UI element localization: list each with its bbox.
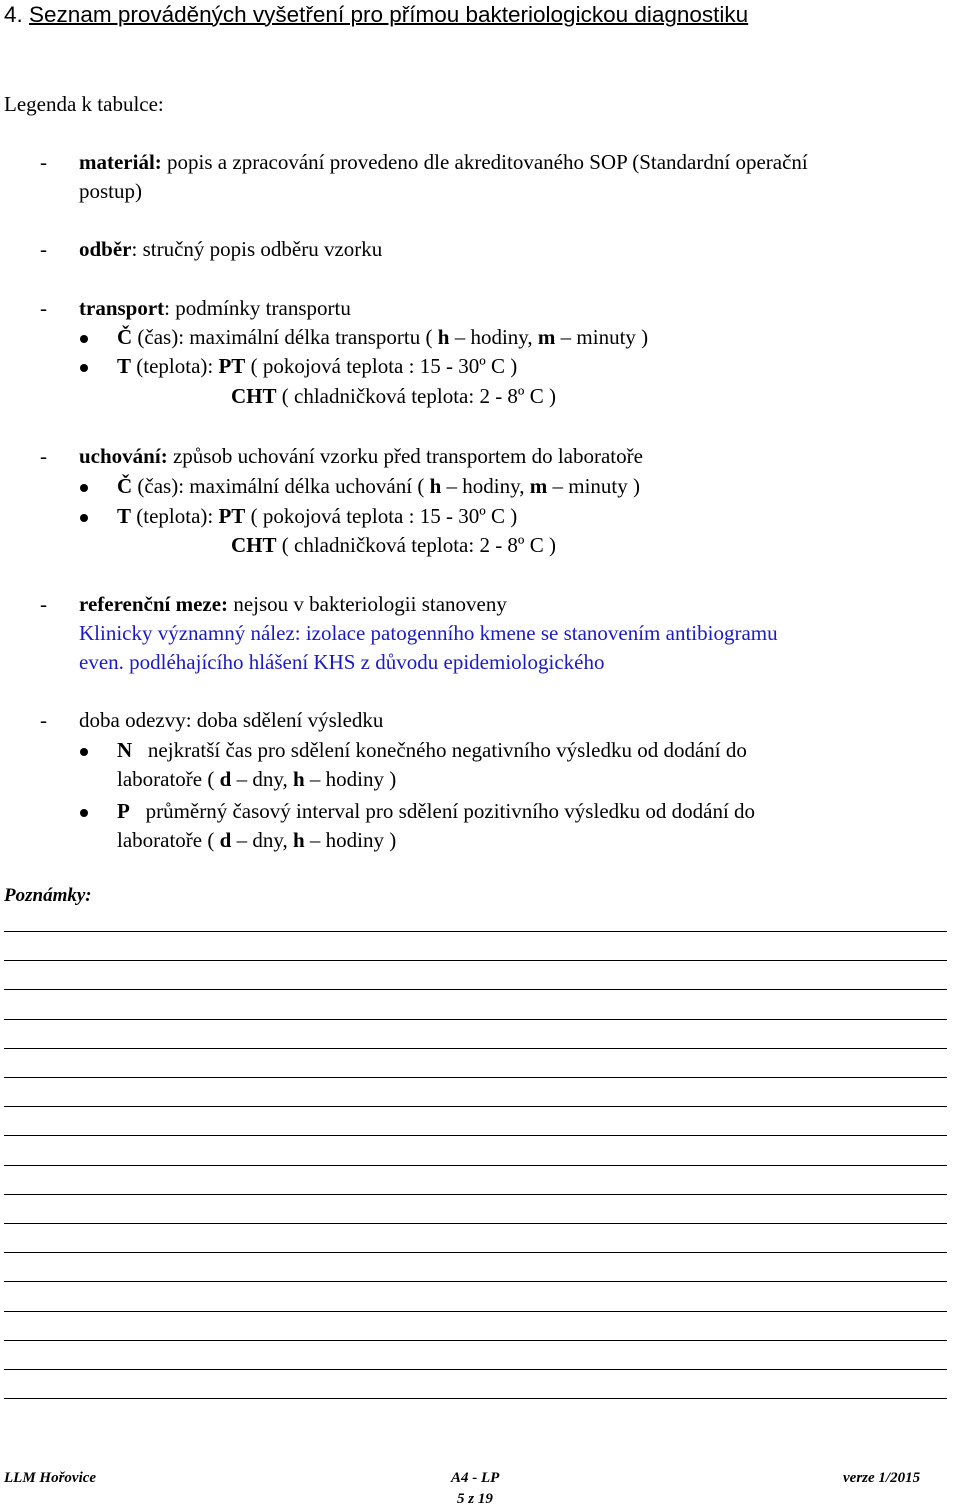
en-dash: – [560,325,572,349]
cht-abbr: CHT [231,533,277,557]
section-number: 4. [4,2,23,27]
uchovani-term: uchování: [79,444,168,468]
minutes-abbr: m [537,325,556,349]
doba-n-line1 [117,738,747,763]
note-line [4,931,947,932]
note-line [4,1252,947,1253]
note-line [4,1106,947,1107]
bullet-icon [80,484,88,492]
minutes-text: minuty ) [576,325,649,349]
days-abbr: d [219,828,232,852]
note-line [4,989,947,990]
note-line [4,1135,947,1136]
hours-abbr: h [292,828,305,852]
cas-letter: Č [117,325,133,349]
pt-abbr: PT [218,504,246,528]
pt-text: ( pokojová teplota : 15 - 30º C ) [250,354,518,378]
hours-abbr: h [429,474,442,498]
transport-cht [231,384,556,409]
note-line [4,1369,947,1370]
doba-p-line1 [117,799,755,824]
lab-text: laboratoře ( [117,828,215,852]
bullet-icon [80,364,88,372]
uchovani-desc: způsob uchování vzorku před transportem do laboratoře [172,444,643,468]
odber-desc: : stručný popis odběru vzorku [131,237,383,261]
hours-abbr: h [292,767,305,791]
legend-item-doba-odezvy: doba odezvy: doba sdělení výsledku [79,708,384,732]
uchovani-teplota [117,504,517,529]
cas-letter: Č [117,474,133,498]
transport-cas [117,325,648,350]
note-line [4,1165,947,1166]
cas-text: (čas): maximální délka transportu ( [137,325,433,349]
material-desc-line2: postup) [79,179,142,203]
clinical-finding-line1: Klinicky významný nález: izolace patogenního kmene se stanovením antibiogramu [79,621,778,645]
legend-item-odber [79,237,382,262]
teplota-letter: T [117,354,132,378]
cht-text: ( chladničková teplota: 2 - 8º C ) [281,384,556,408]
dash-odber: - [40,237,47,261]
material-desc: popis a zpracování provedeno dle akreditovaného SOP (Standardní operační [167,150,808,174]
teplota-text: (teplota): [136,354,214,378]
page-title [4,1,748,28]
notes-heading: Poznámky: [4,885,92,906]
note-line [4,960,947,961]
minutes-abbr: m [529,474,548,498]
p-letter: P [117,799,130,823]
footer-form: A4 - LP [451,1470,500,1486]
cht-abbr: CHT [231,384,277,408]
dash-material: - [40,150,47,174]
en-dash: – [309,828,321,852]
clinical-finding-line2: even. podléhajícího hlášení KHS z důvodu epidemiologického [79,650,605,674]
doba-n-line2 [117,767,396,792]
footer-page: 5 z 19 [457,1491,493,1507]
legend-item-transport [79,296,351,321]
footer-lab: LLM Hořovice [4,1470,97,1486]
minutes-text: minuty ) [568,474,640,498]
odber-term: odběr [79,237,132,261]
pt-text: ( pokojová teplota : 15 - 30º C ) [250,504,518,528]
transport-desc: : podmínky transportu [164,296,351,320]
cht-text: ( chladničková teplota: 2 - 8º C ) [281,533,556,557]
en-dash: – [236,828,248,852]
bullet-icon [80,335,88,343]
transport-term: transport [79,296,165,320]
bullet-icon [80,748,88,756]
material-term: materiál: [79,150,162,174]
days-abbr: d [219,767,232,791]
note-line [4,1194,947,1195]
n-letter: N [117,738,133,762]
uchovani-cht [231,533,556,558]
note-line [4,1223,947,1224]
teplota-text: (teplota): [136,504,214,528]
en-dash: – [454,325,466,349]
legend-item-referencni [79,592,507,617]
legend-heading: Legenda k tabulce: [4,92,164,116]
days-text: dny, [252,828,288,852]
note-line [4,1281,947,1282]
en-dash: – [552,474,563,498]
doba-p-line2 [117,828,396,853]
dash-transport: - [40,296,47,320]
note-line [4,1019,947,1020]
p-text: průměrný časový interval pro sdělení pozitivního výsledku od dodání do [145,799,756,823]
bullet-icon [80,514,88,522]
n-text: nejkratší čas pro sdělení konečného negativního výsledku od dodání do [147,738,747,762]
bullet-icon [80,809,88,817]
legend-item-uchovani [79,444,643,469]
referencni-desc: nejsou v bakteriologii stanoveny [233,592,507,616]
cas-text: (čas): maximální délka uchování ( [137,474,425,498]
footer-version: verze 1/2015 [843,1470,921,1486]
hours-abbr: h [437,325,450,349]
hours-text: hodiny, [462,474,525,498]
hours-text: hodiny, [470,325,533,349]
uchovani-cas [117,474,640,499]
lab-text: laboratoře ( [117,767,215,791]
transport-teplota [117,354,517,379]
pt-abbr: PT [218,354,246,378]
dash-referencni: - [40,592,47,616]
teplota-letter: T [117,504,132,528]
en-dash: – [236,767,248,791]
en-dash: – [309,767,321,791]
days-text: dny, [252,767,288,791]
dash-doba: - [40,708,47,732]
legend-item-material [79,150,808,175]
note-line [4,1398,947,1399]
dash-uchovani: - [40,444,47,468]
note-line [4,1340,947,1341]
en-dash: – [446,474,458,498]
section-title: Seznam prováděných vyšetření pro přímou bakteriologickou diagnostiku [29,2,749,27]
note-line [4,1048,947,1049]
note-line [4,1077,947,1078]
note-line [4,1311,947,1312]
hours-text: hodiny ) [325,828,397,852]
hours-text: hodiny ) [325,767,397,791]
referencni-term: referenční meze: [79,592,229,616]
